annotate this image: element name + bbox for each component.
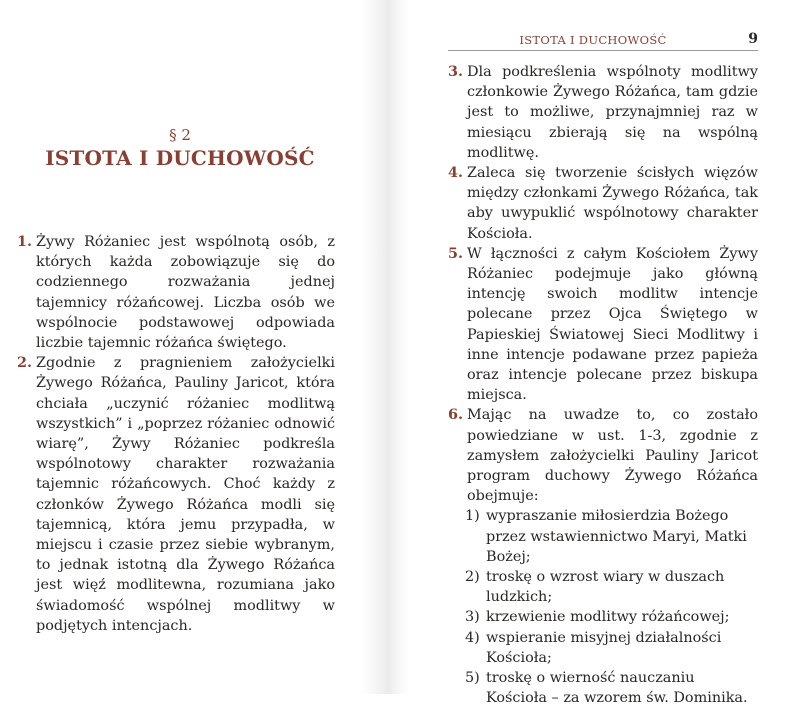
sublist-item-4 — [448, 628, 758, 668]
section-mark: § 2 — [169, 126, 191, 144]
right-paragraph-list — [448, 62, 758, 709]
sublist-number: 5) — [465, 670, 480, 687]
running-title: ISTOTA I DUCHOWOŚĆ — [519, 33, 667, 47]
sublist-text: wspieranie misyjnej działalności Kościoła; — [486, 629, 722, 666]
sublist-number: 4) — [465, 629, 480, 646]
paragraph-text: Żywy Różaniec jest wspólnotą osób, z których każda zobowiązuje się do codziennego rozważania jednej tajemnicy różańcowej. Liczba osób we wspólnocie podstawowej odpowiada liczbie tajemnic różańca świętego. — [36, 234, 335, 352]
paragraph-text: W łączności z całym Kościołem Żywy Różaniec podejmuje jako główną intencję swoich modlitw intencje polecane przez Ojca Świętego w Papieskiej Światowej Sieci Modlitwy i inne intencje podawane przez papieża oraz intencje polecane przez biskupa miejsca. — [467, 245, 758, 404]
sublist-item-2 — [448, 567, 758, 607]
sublist-text: troskę o wierność nauczaniu Kościoła – za wzorem św. Dominika. — [486, 670, 748, 707]
sublist-number: 1) — [465, 508, 480, 525]
running-header — [448, 30, 758, 51]
sublist-text: wypraszanie miłosierdzia Bożego przez wstawiennictwo Maryi, Matki Bożej; — [486, 508, 747, 565]
paragraph-number: 3. — [448, 63, 464, 80]
paragraph-item-6 — [448, 405, 758, 708]
left-paragraph-list — [17, 232, 335, 636]
paragraph-number: 4. — [448, 164, 464, 182]
paragraph-item-1 — [17, 232, 335, 353]
paragraph-text: Dla podkreślenia wspólnoty modlitwy członkowie Żywego Różańca, tam gdzie jest to możliwe, przynajmniej raz w miesiącu zbierają się na wspólną modlitwę. — [467, 64, 758, 161]
paragraph-text: Mając na uwadze to, co zostało powiedziane w ust. 1-3, zgodnie z zamysłem założycielki Pauliny Jaricot program duchowy Żywego Różańca obejmuje: — [467, 407, 758, 505]
sublist-item-3 — [448, 607, 758, 627]
paragraph-item-3 — [448, 62, 758, 163]
paragraph-number: 1. — [17, 233, 33, 250]
sublist-item-1 — [448, 506, 758, 567]
program-sublist — [467, 506, 758, 708]
paragraph-item-2 — [17, 353, 335, 636]
paragraph-text: Zgodnie z pragnieniem założycielki Żywego Różańca, Pauliny Jaricot, która chciała „uczynić różaniec modlitwą wszystkich” i „poprzez różaniec odnowić wiarę”, Żywy Różaniec podkreśla wspólnotowy charakter rozważania tajemnic różańcowych. Choć każdy z członków Żywego Różańca modli się tajemnicą, która jemu przypadła, w miejscu i czasie przez siebie wybranym, to jednak istotną dla Żywego Różańca jest więź modlitewna, rozumiana jako świadomość wspólnej modlitwy w podjętych intencjach. — [36, 355, 335, 634]
paragraph-number: 5. — [448, 244, 464, 262]
sublist-number: 2) — [465, 569, 480, 586]
paragraph-item-5 — [448, 244, 758, 406]
book-gutter-shadow — [362, 0, 410, 694]
sublist-item-5 — [448, 668, 758, 708]
paragraph-item-4 — [448, 163, 758, 244]
sublist-text: krzewienie modlitwy różańcowej; — [486, 609, 730, 626]
section-title: ISTOTA I DUCHOWOŚĆ — [45, 146, 315, 170]
paragraph-number: 2. — [17, 354, 33, 372]
section-heading — [0, 126, 360, 170]
sublist-number: 3) — [465, 609, 480, 626]
page-number: 9 — [748, 31, 758, 47]
left-page — [0, 0, 400, 694]
paragraph-number: 6. — [448, 406, 464, 424]
sublist-text: troskę o wzrost wiary w duszach ludzkich; — [486, 569, 725, 606]
paragraph-text: Zaleca się tworzenie ścisłych więzów między członkami Żywego Różańca, tak aby uwypuklić wspólnotowy charakter Kościoła. — [467, 165, 758, 242]
